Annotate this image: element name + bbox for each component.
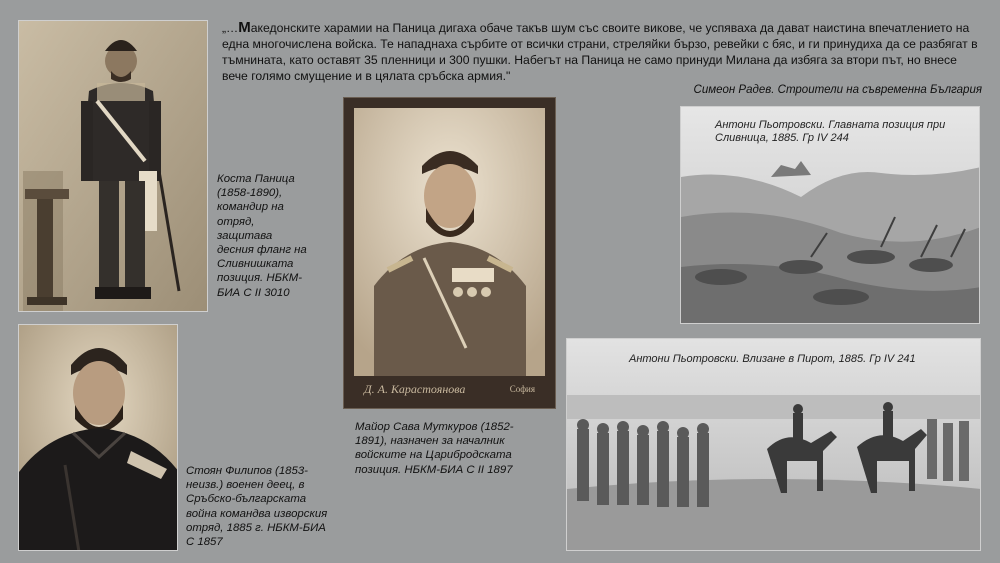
portrait-illustration	[354, 108, 545, 376]
photo-mutkurov	[343, 97, 556, 409]
photo-panitsa	[18, 20, 208, 312]
caption-slivnitsa: Антони Пьотровски. Главната позиция при Сливница, 1885. Гр IV 244	[715, 119, 946, 144]
portrait-illustration	[19, 325, 178, 551]
caption-filipov: Стоян Филипов (1853- неизв.) военен деец, в Сръбско-българската война командва изворския отряд, 1885 г. НБКМ-БИА С 1857	[186, 465, 328, 549]
portrait-illustration	[19, 21, 208, 312]
studio-city: София	[509, 384, 535, 394]
photo-filipov	[18, 324, 178, 551]
card-inner	[354, 108, 545, 376]
quote-body: акедонските харамии на Паница дигаха обаче такъв шум със своите викове, че успяваха да дават наистина впечатлението на една многочислена войска. Те нападнаха сърбите от всички страни, стреляйки бързо, ревейки с бяс, и ги принудиха да се разбягат в тъмнината, като оставят 35 пленници и 300 пушки. Набегът на Паница не само принуди Милана да избяга за втори път, но внесе вече голямо смущение и в цялата сръбска армия."	[222, 21, 978, 83]
quote-initial: М	[238, 19, 251, 36]
battle-scene-illustration	[567, 339, 981, 551]
quote-attribution: Симеон Радев. Строители на съвременна България	[693, 84, 982, 96]
caption-mutkurov: Майор Сава Муткуров (1852-1891), назначен за началник войските на Царибродската позиция. НБКМ-БИА С II 1897	[355, 421, 514, 476]
quote-text	[222, 20, 982, 84]
caption-panitsa: Коста Паница (1858-1890), командир на отряд, защитава десния фланг на Сливнишката позиция. НБКМ-БИА С II 3010	[217, 173, 307, 299]
quote-open: „…	[222, 21, 239, 35]
studio-mark	[364, 382, 535, 400]
photo-pirot	[566, 338, 981, 551]
studio-name: Д. А. Карастоянова	[364, 382, 466, 396]
caption-pirot: Антони Пьотровски. Влизане в Пирот, 1885. Гр IV 241	[629, 353, 916, 365]
photo-slivnitsa	[680, 106, 980, 324]
